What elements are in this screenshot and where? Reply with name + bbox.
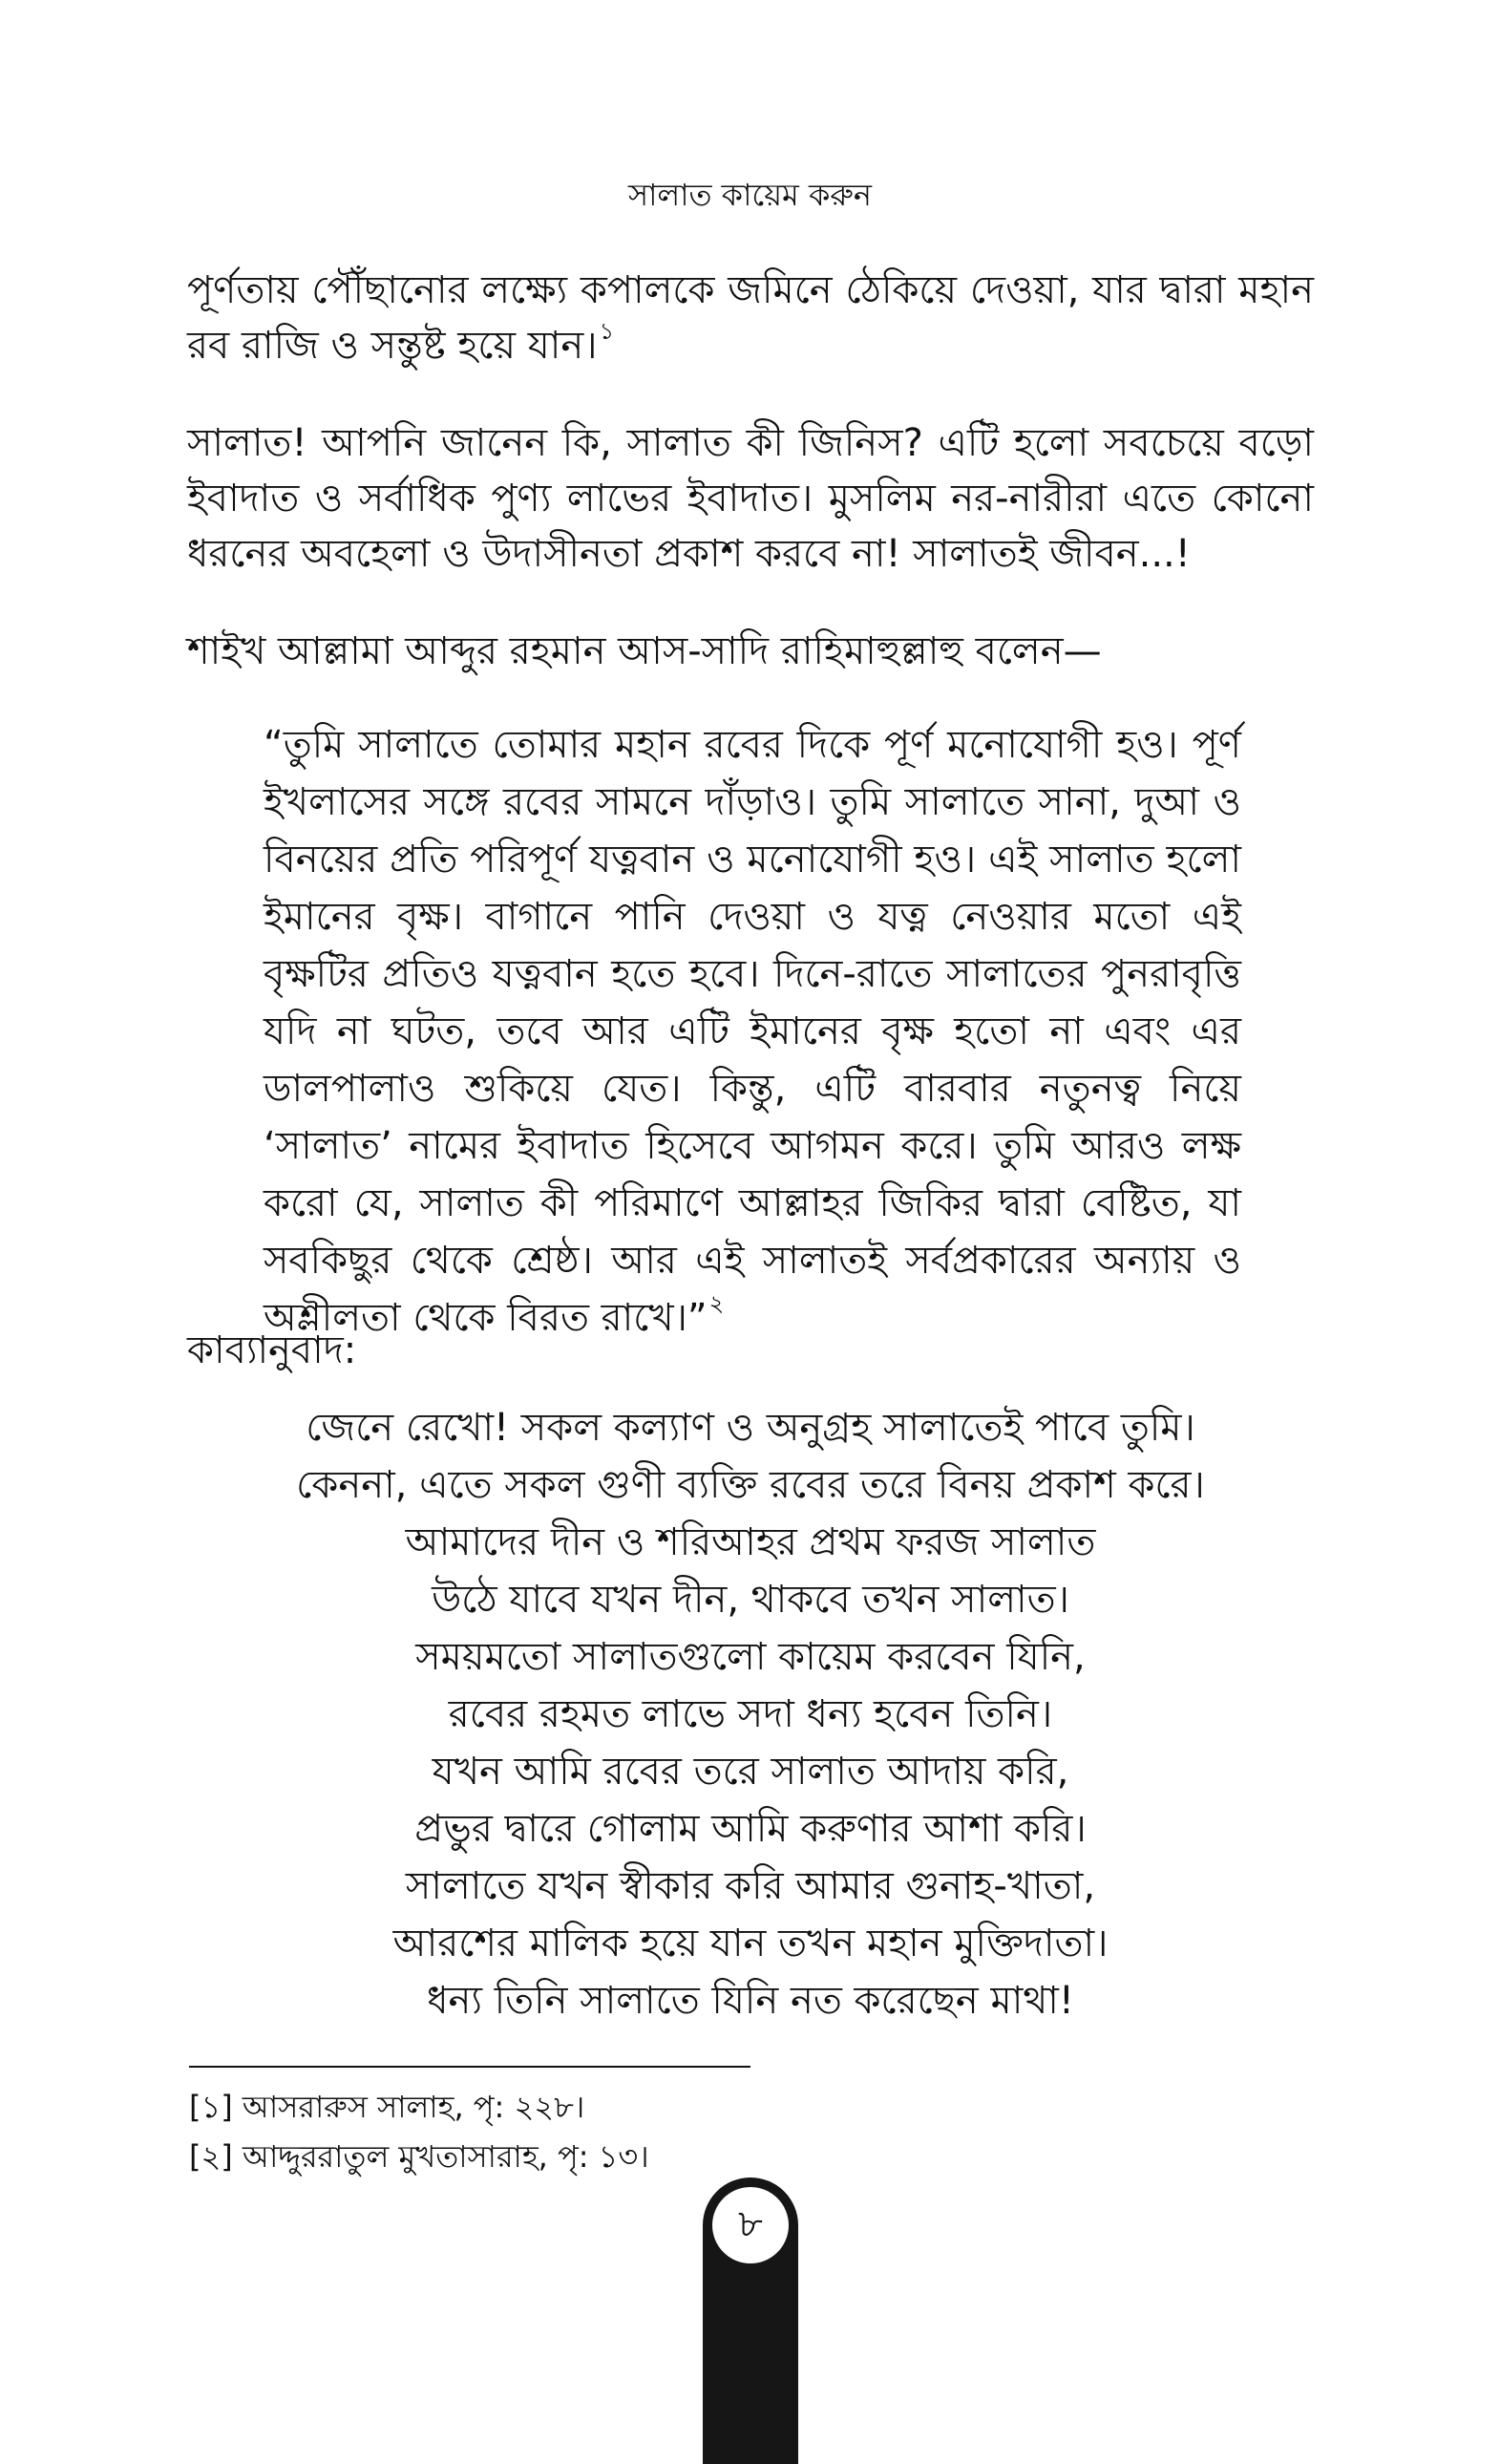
page-number: ৮ [712,2187,789,2263]
paragraph-1-text: পূর্ণতায় পৌঁছানোর লক্ষ্যে কপালকে জমিনে ঠেকিয়ে দেওয়া, যার দ্বারা মহান রব রাজি ও সন্তুষ্ট হয়ে যান। [187,268,1314,368]
poem-label: কাব্যানুবাদ: [187,1328,357,1372]
paragraph-1 [187,263,1314,373]
poem-line: কেননা, এতে সকল গুণী ব্যক্তি রবের তরে বিনয় প্রকাশ করে। [296,1463,1205,1507]
footnote-ref-2[interactable]: ২ [708,1290,725,1317]
poem-line: জেনে রেখো! সকল কল্যাণ ও অনুগ্রহ সালাতেই পাবে তুমি। [306,1406,1195,1450]
paragraph-2: সালাত! আপনি জানেন কি, সালাত কী জিনিস? এটি হলো সবচেয়ে বড়ো ইবাদাত ও সর্বাধিক পুণ্য লাভের ইবাদাত। মুসলিম নর-নারীরা এতে কোনো ধরনের অবহেলা ও উদাসীনতা প্রকাশ করবে না! সালাতই জীবন...! [187,421,1314,576]
block-quote [264,716,1241,1347]
footnotes [189,2082,649,2181]
paragraph-3: শাইখ আল্লামা আব্দুর রহমান আস-সাদি রাহিমাহুল্লাহু বলেন— [187,629,1102,673]
poem-line: আমাদের দীন ও শরিআহর প্রথম ফরজ সালাত [405,1520,1096,1564]
running-head: সালাত কায়েম করুন [627,177,873,213]
poem-line: আরশের মালিক হয়ে যান তখন মহান মুক্তিদাতা। [392,1922,1109,1965]
poem-line: সালাতে যখন স্বীকার করি আমার গুনাহ-খাতা, [405,1864,1096,1908]
footnote-ref-1[interactable]: ১ [599,318,615,345]
poem-line: রবের রহমত লাভে সদা ধন্য হবেন তিনি। [448,1692,1053,1736]
poem-line: উঠে যাবে যখন দীন, থাকবে তখন সালাত। [432,1578,1069,1622]
footnote-divider [189,2066,750,2068]
poem-line: ধন্য তিনি সালাতে যিনি নত করেছেন মাথা! [427,1979,1074,2023]
poem-line: সময়মতো সালাতগুলো কায়েম করবেন যিনি, [415,1635,1086,1679]
block-quote-text: “তুমি সালাতে তোমার মহান রবের দিকে পূর্ণ মনোযোগী হও। পূর্ণ ইখলাসের সঙ্গে রবের সামনে দাঁড়াও। তুমি সালাতে সানা, দুআ ও বিনয়ের প্রতি পরিপূর্ণ যত্নবান ও মনোযোগী হও। এই সালাত হলো ইমানের বৃক্ষ। বাগানে পানি দেওয়া ও যত্ন নেওয়ার মতো এই বৃক্ষটির প্রতিও যত্নবান হতে হবে। দিনে-রাতে সালাতের পুনরাবৃত্তি যদি না ঘটত, তবে আর এটি ইমানের বৃক্ষ হতো না এবং এর ডালপালাও শুকিয়ে যেত। কিন্তু, এটি বারবার নতুনত্ব নিয়ে ‘সালাত’ নামের ইবাদাত হিসেবে আগমন করে। তুমি আরও লক্ষ করো যে, সালাত কী পরিমাণে আল্লাহর জিকির দ্বারা বেষ্টিত, যা সবকিছুর থেকে শ্রেষ্ঠ। আর এই সালাতই সর্বপ্রকারের অন্যায় ও অশ্লীলতা থেকে বিরত রাখে।” [264,723,1241,1340]
footnote-1: [১] আসরারুস সালাহ, পৃ: ২২৮। [189,2089,585,2125]
poem-line: যখন আমি রবের তরে সালাত আদায় করি, [432,1750,1069,1794]
poem [187,1399,1314,2029]
poem-line: প্রভুর দ্বারে গোলাম আমি করুণার আশা করি। [414,1807,1087,1851]
footnote-2: [২] আদ্দুররাতুল মুখতাসারাহ, পৃ: ১৩। [189,2138,649,2175]
